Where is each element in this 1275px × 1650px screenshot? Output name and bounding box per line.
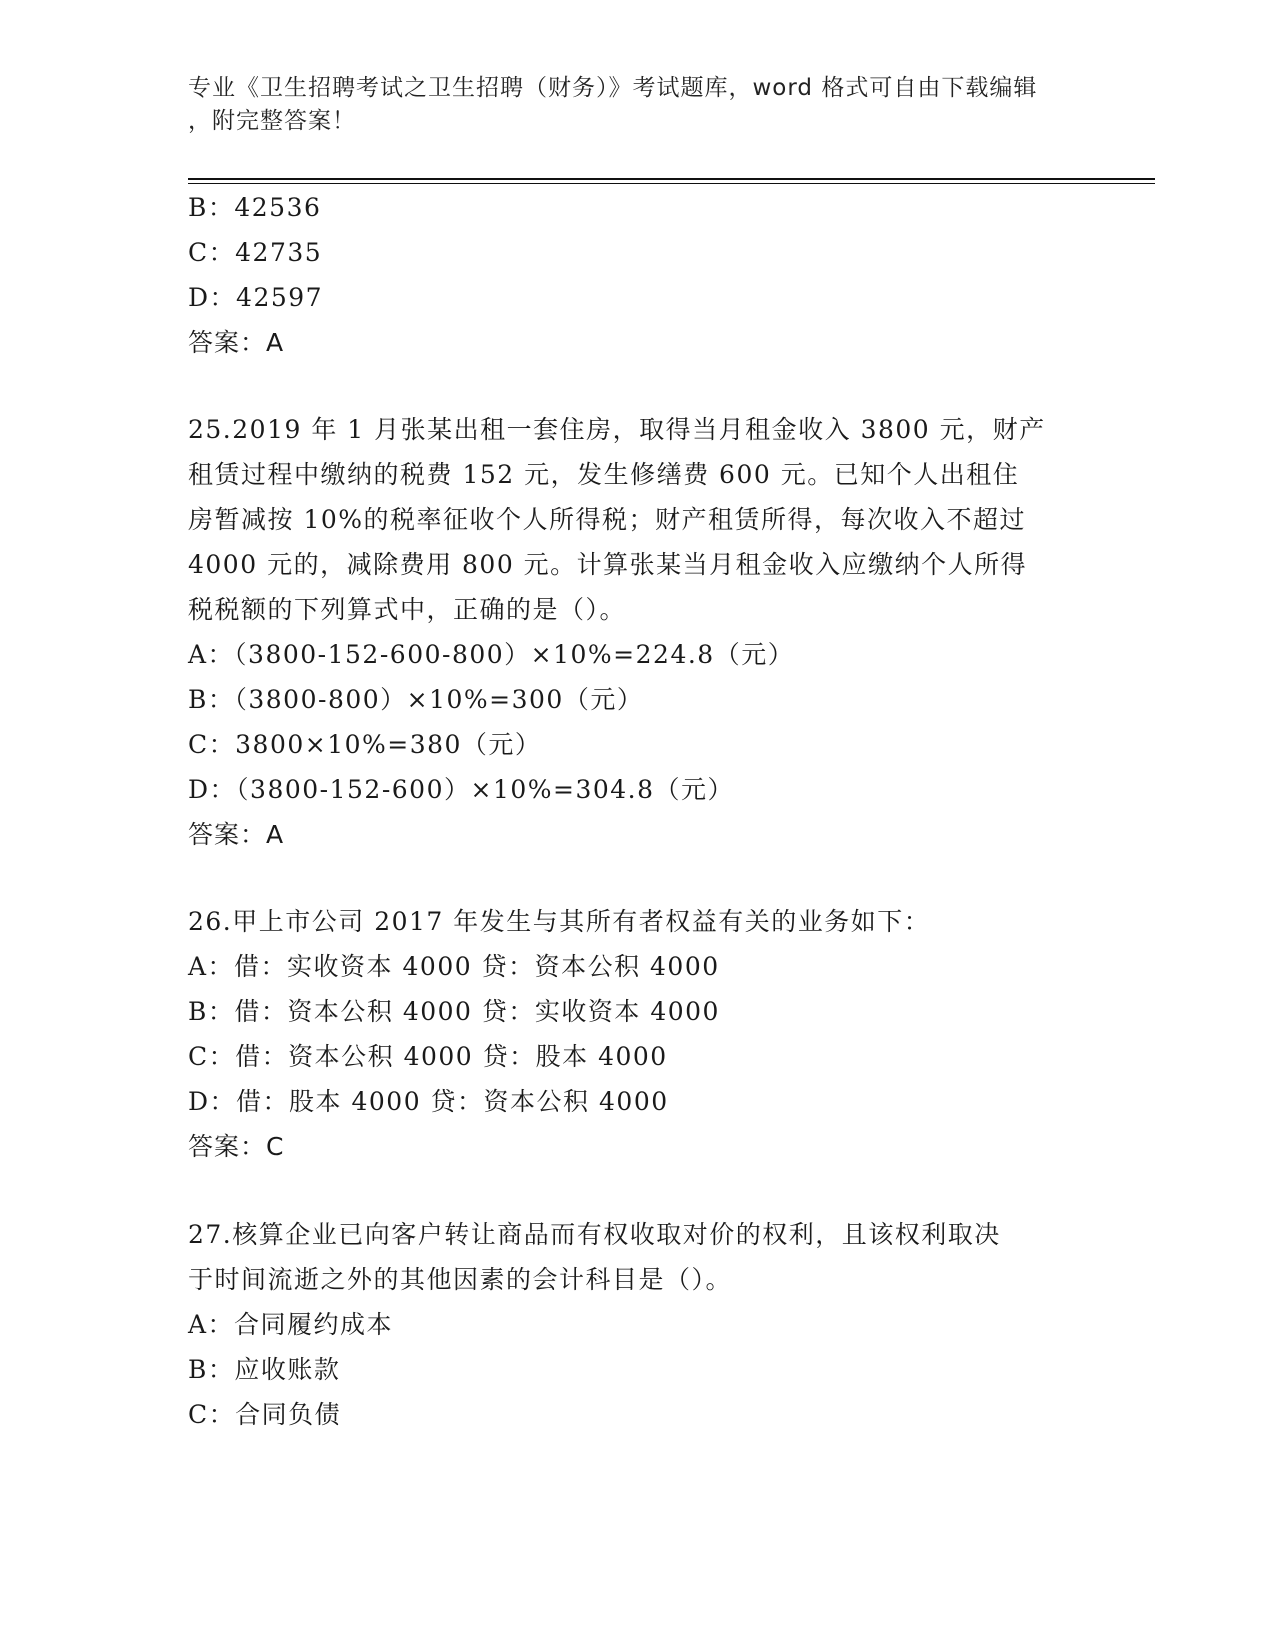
q25-stem-line-3: 房暂减按 10%的税率征收个人所得税；财产租赁所得，每次收入不超过 bbox=[188, 505, 1027, 534]
q24-option-d: D：42597 bbox=[188, 283, 324, 312]
header-rule-thin bbox=[188, 183, 1155, 184]
q25-stem-line-5: 税税额的下列算式中，正确的是（）。 bbox=[188, 595, 627, 624]
q25-option-b: B：（3800-800）×10%=300（元） bbox=[188, 685, 644, 714]
q26-option-c: C：借：资本公积 4000 贷：股本 4000 bbox=[188, 1042, 668, 1071]
q27-option-c: C：合同负债 bbox=[188, 1400, 342, 1429]
q26-stem: 26.甲上市公司 2017 年发生与其所有者权益有关的业务如下： bbox=[188, 907, 931, 936]
q27-option-b: B：应收账款 bbox=[188, 1355, 341, 1384]
header-line-2: ，附完整答案！ bbox=[188, 108, 356, 134]
q27-stem-line-1: 27.核算企业已向客户转让商品而有权收取对价的权利，且该权利取决 bbox=[188, 1220, 1001, 1249]
q25-option-a: A：（3800-152-600-800）×10%=224.8（元） bbox=[188, 640, 795, 669]
q25-option-c: C：3800×10%=380（元） bbox=[188, 730, 542, 759]
q27-option-a: A：合同履约成本 bbox=[188, 1310, 394, 1339]
q25-option-d: D：（3800-152-600）×10%=304.8（元） bbox=[188, 775, 735, 804]
q26-option-a: A：借：实收资本 4000 贷：资本公积 4000 bbox=[188, 952, 720, 981]
q25-answer: 答案：A bbox=[188, 820, 285, 849]
q26-option-b: B：借：资本公积 4000 贷：实收资本 4000 bbox=[188, 997, 720, 1026]
q27-stem-line-2: 于时间流逝之外的其他因素的会计科目是（）。 bbox=[188, 1265, 733, 1294]
q24-answer: 答案：A bbox=[188, 328, 285, 357]
document-header bbox=[188, 72, 1068, 138]
q24-option-b: B：42536 bbox=[188, 193, 322, 222]
q26-answer: 答案：C bbox=[188, 1132, 285, 1161]
q24-option-c: C：42735 bbox=[188, 238, 323, 267]
q25-stem-line-4: 4000 元的，减除费用 800 元。计算张某当月租金收入应缴纳个人所得 bbox=[188, 550, 1028, 579]
q25-stem-line-2: 租赁过程中缴纳的税费 152 元，发生修缮费 600 元。已知个人出租住 bbox=[188, 460, 1020, 489]
q26-option-d: D：借：股本 4000 贷：资本公积 4000 bbox=[188, 1087, 669, 1116]
header-rule bbox=[188, 178, 1155, 180]
header-line-1: 专业《卫生招聘考试之卫生招聘（财务）》考试题库，word 格式可自由下载编辑 bbox=[188, 75, 1038, 101]
q25-stem-line-1: 25.2019 年 1 月张某出租一套住房，取得当月租金收入 3800 元，财产 bbox=[188, 415, 1046, 444]
